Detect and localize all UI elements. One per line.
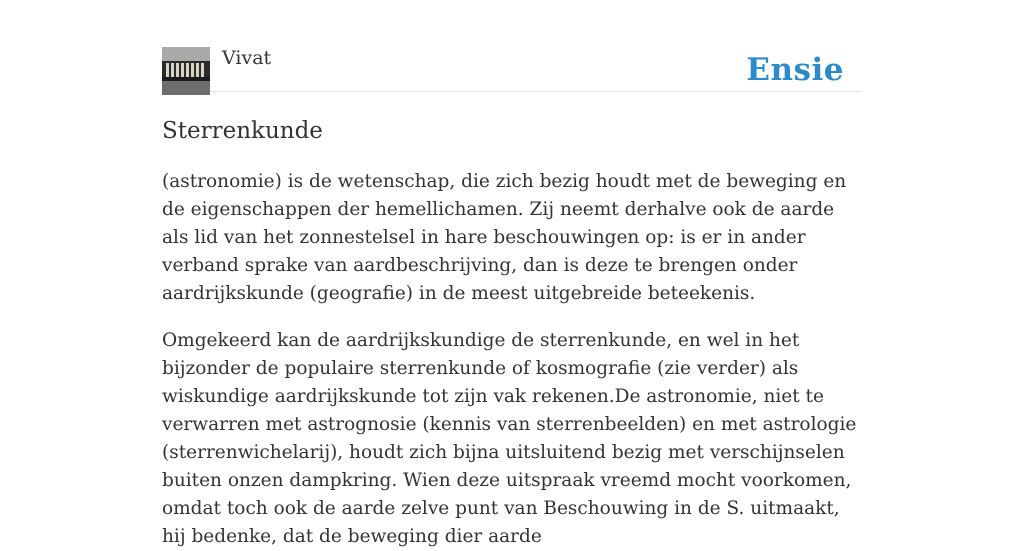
bookshelf-icon [162, 47, 210, 95]
article-paragraph-1: (astronomie) is de wetenschap, die zich bezig houdt met de beweging en de eigenschappen der hemellichamen. Zij neemt derhalve ook de aarde als lid van het zonnestelsel in hare beschouwingen op: is er in ander verband sprake van aardbeschrijving, dan is deze te brengen onder aardrijkskunde (geografie) in de meest uitgebreide beteekenis. [162, 171, 847, 304]
page-container [162, 0, 862, 547]
brand-logo[interactable]: Ensie [746, 52, 844, 88]
author-avatar[interactable] [162, 47, 210, 95]
article-paragraph-2: Omgekeerd kan de aardrijkskundige de sterrenkunde, en wel in het bijzonder de populaire sterrenkunde of kosmografie (zie verder) als wiskundige aardrijkskunde tot zijn vak rekenen.De astronomie, niet te verwarren met astrognosie (kennis van sterrenbeelden) en met astrologie (sterrenwichelarij), houdt zich bijna uitsluitend bezig met verschijnselen buiten onzen dampkring. Wien deze uitspraak vreemd mocht voorkomen, omdat toch ook de aarde zelve punt van Beschouwing in de S. uitmaakt, hij bedenke, dat de beweging dier aarde [162, 330, 857, 547]
page-header [162, 0, 862, 92]
article-title: Sterrenkunde [162, 118, 323, 144]
author-name[interactable]: Vivat [222, 47, 272, 69]
